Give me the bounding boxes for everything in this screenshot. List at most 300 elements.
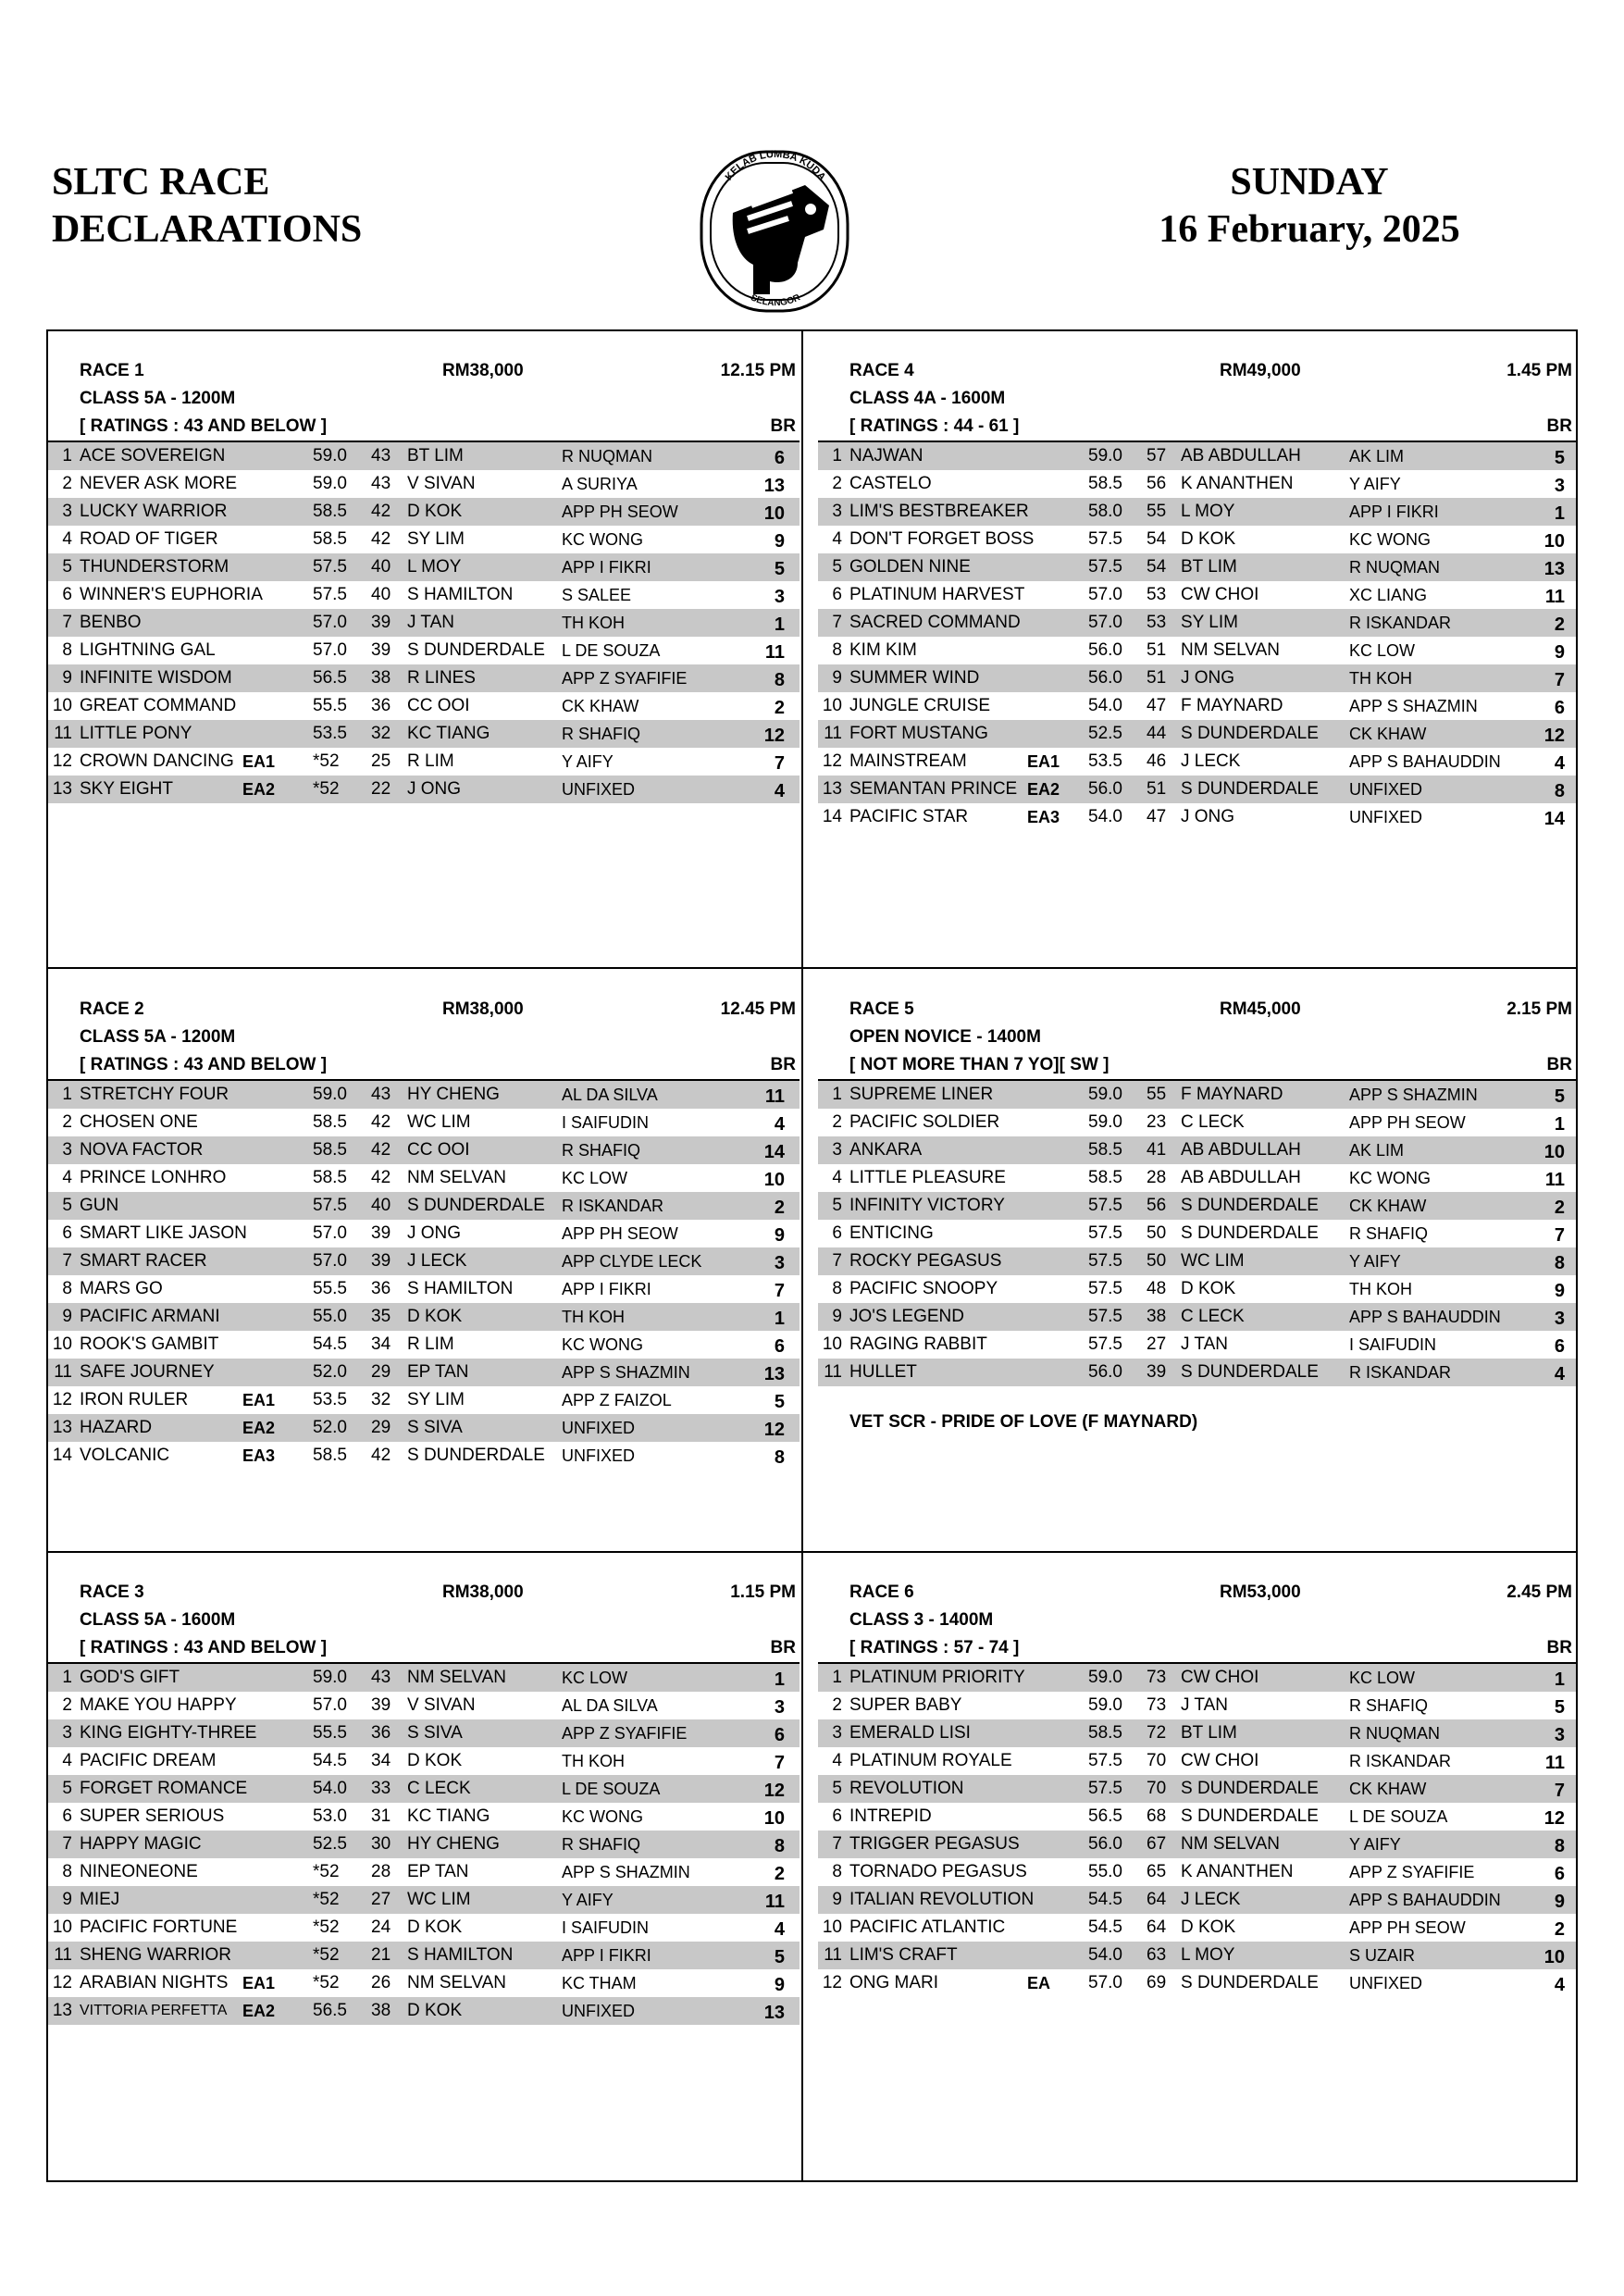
runner-row bbox=[48, 1692, 800, 1719]
horse-name: PACIFIC DREAM bbox=[80, 1751, 217, 1770]
race-stake: RM38,000 bbox=[442, 1582, 524, 1602]
trainer: R NUQMAN bbox=[562, 447, 652, 465]
weight: 59.0 bbox=[1088, 1112, 1122, 1132]
race-block bbox=[48, 996, 800, 1470]
rating: 43 bbox=[371, 1668, 391, 1687]
horse-name: PLATINUM PRIORITY bbox=[849, 1668, 1025, 1687]
trainer: TH KOH bbox=[562, 1752, 626, 1770]
runner-number: 9 bbox=[62, 1890, 72, 1909]
horse-name: JUNGLE CRUISE bbox=[849, 696, 991, 715]
weight: 59.0 bbox=[313, 1085, 347, 1104]
runner-row bbox=[48, 1942, 800, 1969]
runner-number: 10 bbox=[822, 1334, 842, 1354]
runner-number: 8 bbox=[832, 1862, 842, 1881]
weight: 56.5 bbox=[313, 668, 347, 688]
runner-row bbox=[818, 1831, 1576, 1858]
runner-row bbox=[818, 1303, 1576, 1331]
jockey: EP TAN bbox=[407, 1362, 469, 1382]
horse-name: HULLET bbox=[849, 1362, 917, 1382]
barrier-draw: 10 bbox=[1543, 1142, 1565, 1162]
weight: 55.5 bbox=[313, 696, 347, 715]
jockey: D KOK bbox=[407, 2001, 463, 2020]
trainer: APP PH SEOW bbox=[1349, 1918, 1466, 1937]
barrier-draw: 9 bbox=[774, 1225, 785, 1246]
jockey: C LECK bbox=[1181, 1307, 1245, 1326]
weight: 54.5 bbox=[313, 1751, 347, 1770]
title-line-1: SLTC RACE bbox=[52, 161, 270, 204]
trainer: APP PH SEOW bbox=[562, 503, 678, 521]
race-stake: RM45,000 bbox=[1220, 999, 1301, 1019]
race-condition: [ RATINGS : 43 AND BELOW ] bbox=[80, 416, 328, 436]
jockey: D KOK bbox=[407, 1917, 463, 1937]
jockey: SY LIM bbox=[407, 529, 465, 549]
runner-number: 4 bbox=[832, 1168, 842, 1187]
trainer: R SHAFIQ bbox=[562, 1835, 641, 1854]
trainer: L DE SOUZA bbox=[562, 1780, 661, 1798]
rating: 55 bbox=[1147, 1085, 1167, 1104]
barrier-draw: 7 bbox=[774, 1281, 785, 1301]
jockey: F MAYNARD bbox=[1181, 696, 1283, 715]
jockey: AB ABDULLAH bbox=[1181, 446, 1301, 465]
runner-number: 12 bbox=[822, 751, 842, 771]
runner-number: 2 bbox=[62, 1695, 72, 1715]
race-time: 12.15 PM bbox=[720, 361, 796, 380]
title-line-2: DECLARATIONS bbox=[52, 208, 363, 251]
jockey: J LECK bbox=[407, 1251, 467, 1271]
rating: 30 bbox=[371, 1834, 391, 1854]
horse-name: CROWN DANCING bbox=[80, 751, 234, 771]
barrier-draw: 6 bbox=[1554, 698, 1565, 718]
runner-row bbox=[48, 1664, 800, 1692]
horse-name: SUPREME LINER bbox=[849, 1085, 994, 1104]
rating: 57 bbox=[1147, 446, 1167, 465]
weight: 57.0 bbox=[313, 1695, 347, 1715]
jockey: BT LIM bbox=[1181, 557, 1237, 577]
jockey: AB ABDULLAH bbox=[1181, 1168, 1301, 1187]
race-condition-row bbox=[818, 413, 1576, 441]
jockey: KC TIANG bbox=[407, 1806, 490, 1826]
barrier-draw: 10 bbox=[1543, 531, 1565, 552]
trainer: KC WONG bbox=[1349, 1169, 1431, 1187]
barrier-draw: 4 bbox=[1554, 1364, 1565, 1384]
trainer: UNFIXED bbox=[1349, 808, 1423, 826]
runner-row bbox=[818, 609, 1576, 637]
horse-name: RAGING RABBIT bbox=[849, 1334, 987, 1354]
barrier-draw: 5 bbox=[1554, 1697, 1565, 1718]
rating: 36 bbox=[371, 1279, 391, 1298]
weight: 56.0 bbox=[1088, 668, 1122, 688]
trainer: AL DA SILVA bbox=[562, 1696, 658, 1715]
weight: 58.5 bbox=[1088, 1723, 1122, 1743]
barrier-draw: 3 bbox=[774, 1697, 785, 1718]
rating: 40 bbox=[371, 1196, 391, 1215]
runner-number: 11 bbox=[54, 1945, 72, 1965]
barrier-draw: 1 bbox=[774, 614, 785, 635]
rating: 22 bbox=[371, 779, 391, 799]
weight: 57.5 bbox=[313, 585, 347, 604]
weight: 54.5 bbox=[1088, 1917, 1122, 1937]
trainer: R NUQMAN bbox=[1349, 1724, 1440, 1743]
race-condition: [ RATINGS : 57 - 74 ] bbox=[849, 1638, 1020, 1657]
race-header bbox=[818, 1579, 1576, 1607]
jockey: J ONG bbox=[407, 779, 462, 799]
barrier-draw: 7 bbox=[774, 753, 785, 774]
jockey: S HAMILTON bbox=[407, 585, 514, 604]
runner-number: 5 bbox=[62, 557, 72, 577]
barrier-draw: 2 bbox=[774, 1864, 785, 1884]
jockey: WC LIM bbox=[1181, 1251, 1245, 1271]
trainer: L DE SOUZA bbox=[562, 641, 661, 660]
runner-number: 3 bbox=[832, 1723, 842, 1743]
horse-name: LIGHTNING GAL bbox=[80, 640, 216, 660]
race-condition-row bbox=[48, 413, 800, 441]
runner-row bbox=[818, 1164, 1576, 1192]
weight: 57.5 bbox=[1088, 1779, 1122, 1798]
trainer: Y AIFY bbox=[562, 1891, 614, 1909]
horse-name: GREAT COMMAND bbox=[80, 696, 237, 715]
runners-table bbox=[818, 1079, 1576, 1386]
horse-name: TRIGGER PEGASUS bbox=[849, 1834, 1020, 1854]
race-condition-row bbox=[48, 1634, 800, 1662]
runner-row bbox=[818, 1136, 1576, 1164]
jockey: S DUNDERDALE bbox=[1181, 1806, 1319, 1826]
rating: 63 bbox=[1147, 1945, 1167, 1965]
runner-row bbox=[48, 1220, 800, 1247]
trainer: R ISKANDAR bbox=[1349, 614, 1452, 632]
rating: 50 bbox=[1147, 1223, 1167, 1243]
runner-row bbox=[818, 692, 1576, 720]
rating: 39 bbox=[371, 640, 391, 660]
barrier-draw: 11 bbox=[1544, 1170, 1565, 1190]
horse-name: PACIFIC ATLANTIC bbox=[849, 1917, 1006, 1937]
trainer: I SAIFUDIN bbox=[562, 1918, 650, 1937]
rating: 51 bbox=[1147, 779, 1167, 799]
horse-name: THUNDERSTORM bbox=[80, 557, 229, 577]
rating: 40 bbox=[371, 585, 391, 604]
entry-flag: EA3 bbox=[1027, 808, 1060, 826]
runner-row bbox=[48, 581, 800, 609]
weight: 57.0 bbox=[1088, 613, 1122, 632]
runner-row bbox=[818, 581, 1576, 609]
runner-row bbox=[818, 1719, 1576, 1747]
jockey: S DUNDERDALE bbox=[1181, 1223, 1319, 1243]
trainer: S UZAIR bbox=[1349, 1946, 1416, 1965]
trainer: R ISKANDAR bbox=[1349, 1363, 1452, 1382]
rating: 32 bbox=[371, 1390, 391, 1409]
runner-number: 11 bbox=[54, 724, 72, 743]
horse-name: LUCKY WARRIOR bbox=[80, 502, 228, 521]
rating: 68 bbox=[1147, 1806, 1167, 1826]
trainer: AL DA SILVA bbox=[562, 1086, 658, 1104]
race-stake: RM53,000 bbox=[1220, 1582, 1301, 1602]
rating: 31 bbox=[371, 1806, 391, 1826]
runner-number: 1 bbox=[832, 1668, 842, 1687]
runner-number: 13 bbox=[822, 779, 842, 799]
runner-row bbox=[48, 470, 800, 498]
barrier-draw: 14 bbox=[763, 1142, 785, 1162]
entry-flag: EA1 bbox=[1027, 752, 1060, 771]
runner-row bbox=[818, 1914, 1576, 1942]
weight: *52 bbox=[313, 751, 340, 771]
horse-name: LIM'S BESTBREAKER bbox=[849, 502, 1029, 521]
horse-name: MAINSTREAM bbox=[849, 751, 967, 771]
horse-name: SMART RACER bbox=[80, 1251, 207, 1271]
barrier-draw: 12 bbox=[763, 1781, 785, 1801]
runner-row bbox=[818, 664, 1576, 692]
runner-number: 12 bbox=[52, 1390, 72, 1409]
rating: 54 bbox=[1147, 529, 1167, 549]
runner-number: 1 bbox=[62, 1668, 72, 1687]
runner-number: 1 bbox=[832, 446, 842, 465]
barrier-draw: 4 bbox=[1554, 753, 1565, 774]
jockey: D KOK bbox=[1181, 529, 1236, 549]
race-header bbox=[48, 996, 800, 1024]
horse-name: PACIFIC FORTUNE bbox=[80, 1917, 238, 1937]
runner-row bbox=[48, 1803, 800, 1831]
runner-row bbox=[48, 1831, 800, 1858]
runner-number: 4 bbox=[62, 1168, 72, 1187]
rating: 50 bbox=[1147, 1251, 1167, 1271]
runner-row bbox=[818, 748, 1576, 776]
jockey: V SIVAN bbox=[407, 1695, 476, 1715]
runner-row bbox=[48, 609, 800, 637]
rating: 43 bbox=[371, 474, 391, 493]
horse-name: SKY EIGHT bbox=[80, 779, 174, 799]
runner-row bbox=[818, 637, 1576, 664]
race-condition-row bbox=[48, 1051, 800, 1079]
rating: 56 bbox=[1147, 474, 1167, 493]
barrier-draw: 1 bbox=[1554, 1669, 1565, 1690]
runner-number: 8 bbox=[62, 1279, 72, 1298]
runner-number: 6 bbox=[832, 1806, 842, 1826]
jockey: CW CHOI bbox=[1181, 1668, 1259, 1687]
runner-number: 8 bbox=[62, 1862, 72, 1881]
trainer: R SHAFIQ bbox=[1349, 1696, 1429, 1715]
runner-number: 3 bbox=[62, 1723, 72, 1743]
weight: 59.0 bbox=[313, 446, 347, 465]
runner-row bbox=[48, 1359, 800, 1386]
weight: 57.0 bbox=[313, 640, 347, 660]
race-condition: [ RATINGS : 44 - 61 ] bbox=[849, 416, 1020, 436]
jockey: SY LIM bbox=[407, 1390, 465, 1409]
rating: 39 bbox=[371, 1223, 391, 1243]
rating: 32 bbox=[371, 724, 391, 743]
trainer: KC WONG bbox=[562, 1807, 643, 1826]
horse-name: PACIFIC STAR bbox=[849, 807, 969, 826]
rating: 42 bbox=[371, 502, 391, 521]
jockey: R LINES bbox=[407, 668, 476, 688]
trainer: APP I FIKRI bbox=[562, 1946, 651, 1965]
runner-row bbox=[48, 1747, 800, 1775]
horse-name: KING EIGHTY-THREE bbox=[80, 1723, 257, 1743]
barrier-draw: 8 bbox=[774, 670, 785, 690]
trainer: I SAIFUDIN bbox=[562, 1113, 650, 1132]
barrier-draw: 8 bbox=[1554, 1253, 1565, 1273]
weight: 57.0 bbox=[313, 613, 347, 632]
jockey: HY CHENG bbox=[407, 1085, 500, 1104]
runners-table bbox=[48, 1662, 800, 2025]
jockey: J ONG bbox=[1181, 807, 1235, 826]
runner-row bbox=[818, 1109, 1576, 1136]
weight: 57.5 bbox=[1088, 1279, 1122, 1298]
weight: 54.5 bbox=[313, 1334, 347, 1354]
race-time: 1.45 PM bbox=[1506, 361, 1572, 380]
barrier-draw: 3 bbox=[774, 1253, 785, 1273]
trainer: APP I FIKRI bbox=[1349, 503, 1439, 521]
rating: 29 bbox=[371, 1418, 391, 1437]
horse-name: HAZARD bbox=[80, 1418, 153, 1437]
rating: 53 bbox=[1147, 613, 1167, 632]
barrier-draw: 6 bbox=[1554, 1864, 1565, 1884]
rating: 54 bbox=[1147, 557, 1167, 577]
rating: 47 bbox=[1147, 696, 1167, 715]
horse-name: NEVER ASK MORE bbox=[80, 474, 237, 493]
horse-name: MIEJ bbox=[80, 1890, 120, 1909]
barrier-column-label: BR bbox=[770, 1055, 796, 1074]
rating: 47 bbox=[1147, 807, 1167, 826]
race-number: RACE 6 bbox=[849, 1582, 914, 1602]
horse-name: DON'T FORGET BOSS bbox=[849, 529, 1035, 549]
rating: 43 bbox=[371, 446, 391, 465]
horse-name: GOD'S GIFT bbox=[80, 1668, 180, 1687]
rating: 51 bbox=[1147, 668, 1167, 688]
jockey: S HAMILTON bbox=[407, 1945, 514, 1965]
runner-number: 6 bbox=[62, 1806, 72, 1826]
trainer: S SALEE bbox=[562, 586, 632, 604]
runner-number: 4 bbox=[832, 529, 842, 549]
runner-row bbox=[818, 498, 1576, 526]
runner-row bbox=[48, 1386, 800, 1414]
runner-number: 9 bbox=[832, 1307, 842, 1326]
rating: 35 bbox=[371, 1307, 391, 1326]
trainer: APP S BAHAUDDIN bbox=[1349, 1308, 1501, 1326]
weight: 53.0 bbox=[313, 1806, 347, 1826]
race-header bbox=[48, 357, 800, 385]
weight: *52 bbox=[313, 1890, 340, 1909]
trainer: APP I FIKRI bbox=[562, 558, 651, 577]
document-title bbox=[52, 159, 362, 254]
race-time: 2.15 PM bbox=[1506, 999, 1572, 1019]
barrier-draw: 7 bbox=[1554, 670, 1565, 690]
race-condition: [ NOT MORE THAN 7 YO][ SW ] bbox=[849, 1055, 1110, 1074]
race-class: CLASS 5A - 1600M bbox=[80, 1610, 236, 1630]
runner-number: 8 bbox=[62, 640, 72, 660]
weight: 58.5 bbox=[1088, 1168, 1122, 1187]
trainer: APP CLYDE LECK bbox=[562, 1252, 702, 1271]
barrier-draw: 3 bbox=[1554, 1309, 1565, 1329]
race-time: 2.45 PM bbox=[1506, 1582, 1572, 1602]
horse-name: MARS GO bbox=[80, 1279, 163, 1298]
runner-number: 13 bbox=[52, 779, 72, 799]
horse-name: FORT MUSTANG bbox=[849, 724, 988, 743]
race-class-row bbox=[818, 1024, 1576, 1051]
jockey: S DUNDERDALE bbox=[407, 1446, 545, 1465]
column-divider bbox=[801, 329, 803, 2182]
barrier-draw: 1 bbox=[1554, 503, 1565, 524]
rating: 27 bbox=[371, 1890, 391, 1909]
barrier-draw: 12 bbox=[1543, 1808, 1565, 1829]
runner-row bbox=[48, 442, 800, 470]
entry-flag: EA3 bbox=[242, 1446, 276, 1465]
trainer: TH KOH bbox=[562, 1308, 626, 1326]
barrier-draw: 8 bbox=[1554, 781, 1565, 801]
weight: 52.0 bbox=[313, 1418, 347, 1437]
race-block bbox=[818, 996, 1576, 1432]
barrier-draw: 2 bbox=[774, 698, 785, 718]
barrier-draw: 5 bbox=[1554, 448, 1565, 468]
weight: 58.5 bbox=[313, 502, 347, 521]
trainer: A SURIYA bbox=[562, 475, 638, 493]
race-stake: RM49,000 bbox=[1220, 361, 1301, 380]
runner-number: 10 bbox=[52, 1334, 72, 1354]
jockey: S DUNDERDALE bbox=[1181, 1196, 1319, 1215]
weight: 57.5 bbox=[313, 1196, 347, 1215]
weight: 57.5 bbox=[1088, 1251, 1122, 1271]
jockey: D KOK bbox=[1181, 1279, 1236, 1298]
barrier-draw: 8 bbox=[774, 1836, 785, 1856]
weight: 52.5 bbox=[313, 1834, 347, 1854]
jockey: S DUNDERDALE bbox=[407, 640, 545, 660]
rating: 42 bbox=[371, 1112, 391, 1132]
runner-number: 12 bbox=[52, 1973, 72, 1992]
runner-row bbox=[48, 1275, 800, 1303]
runner-row bbox=[48, 1109, 800, 1136]
trainer: UNFIXED bbox=[562, 780, 636, 799]
runner-row bbox=[818, 1858, 1576, 1886]
rating: 29 bbox=[371, 1362, 391, 1382]
jockey: C LECK bbox=[407, 1779, 471, 1798]
runner-row bbox=[818, 526, 1576, 553]
race-header bbox=[818, 357, 1576, 385]
race-class: CLASS 5A - 1200M bbox=[80, 1027, 236, 1047]
runner-row bbox=[818, 553, 1576, 581]
horse-name: KIM KIM bbox=[849, 640, 917, 660]
trainer: APP PH SEOW bbox=[562, 1224, 678, 1243]
rating: 64 bbox=[1147, 1890, 1167, 1909]
runner-number: 9 bbox=[832, 668, 842, 688]
rating: 23 bbox=[1147, 1112, 1167, 1132]
horse-name: SUPER SERIOUS bbox=[80, 1806, 225, 1826]
trainer: KC LOW bbox=[562, 1169, 628, 1187]
weight: 54.0 bbox=[1088, 696, 1122, 715]
weight: 57.5 bbox=[1088, 1307, 1122, 1326]
jockey: BT LIM bbox=[407, 446, 464, 465]
horse-name: VITTORIA PERFETTA bbox=[80, 2003, 228, 2018]
barrier-draw: 3 bbox=[1554, 1725, 1565, 1745]
runner-number: 10 bbox=[822, 1917, 842, 1937]
race-block bbox=[48, 357, 800, 803]
trainer: APP S SHAZMIN bbox=[562, 1363, 690, 1382]
rating: 34 bbox=[371, 1751, 391, 1770]
weight: 59.0 bbox=[1088, 446, 1122, 465]
runner-row bbox=[818, 1775, 1576, 1803]
barrier-draw: 8 bbox=[1554, 1836, 1565, 1856]
jockey: S DUNDERDALE bbox=[1181, 779, 1319, 799]
barrier-draw: 5 bbox=[774, 1947, 785, 1967]
race-number: RACE 4 bbox=[849, 361, 914, 380]
runner-number: 6 bbox=[832, 585, 842, 604]
runner-row bbox=[818, 1220, 1576, 1247]
jockey: CW CHOI bbox=[1181, 1751, 1259, 1770]
barrier-draw: 4 bbox=[774, 781, 785, 801]
weight: 58.5 bbox=[313, 529, 347, 549]
runner-number: 9 bbox=[62, 668, 72, 688]
horse-name: FORGET ROMANCE bbox=[80, 1779, 248, 1798]
jockey: WC LIM bbox=[407, 1112, 471, 1132]
runner-row bbox=[818, 1969, 1576, 1997]
race-block bbox=[818, 357, 1576, 831]
horse-name: STRETCHY FOUR bbox=[80, 1085, 229, 1104]
